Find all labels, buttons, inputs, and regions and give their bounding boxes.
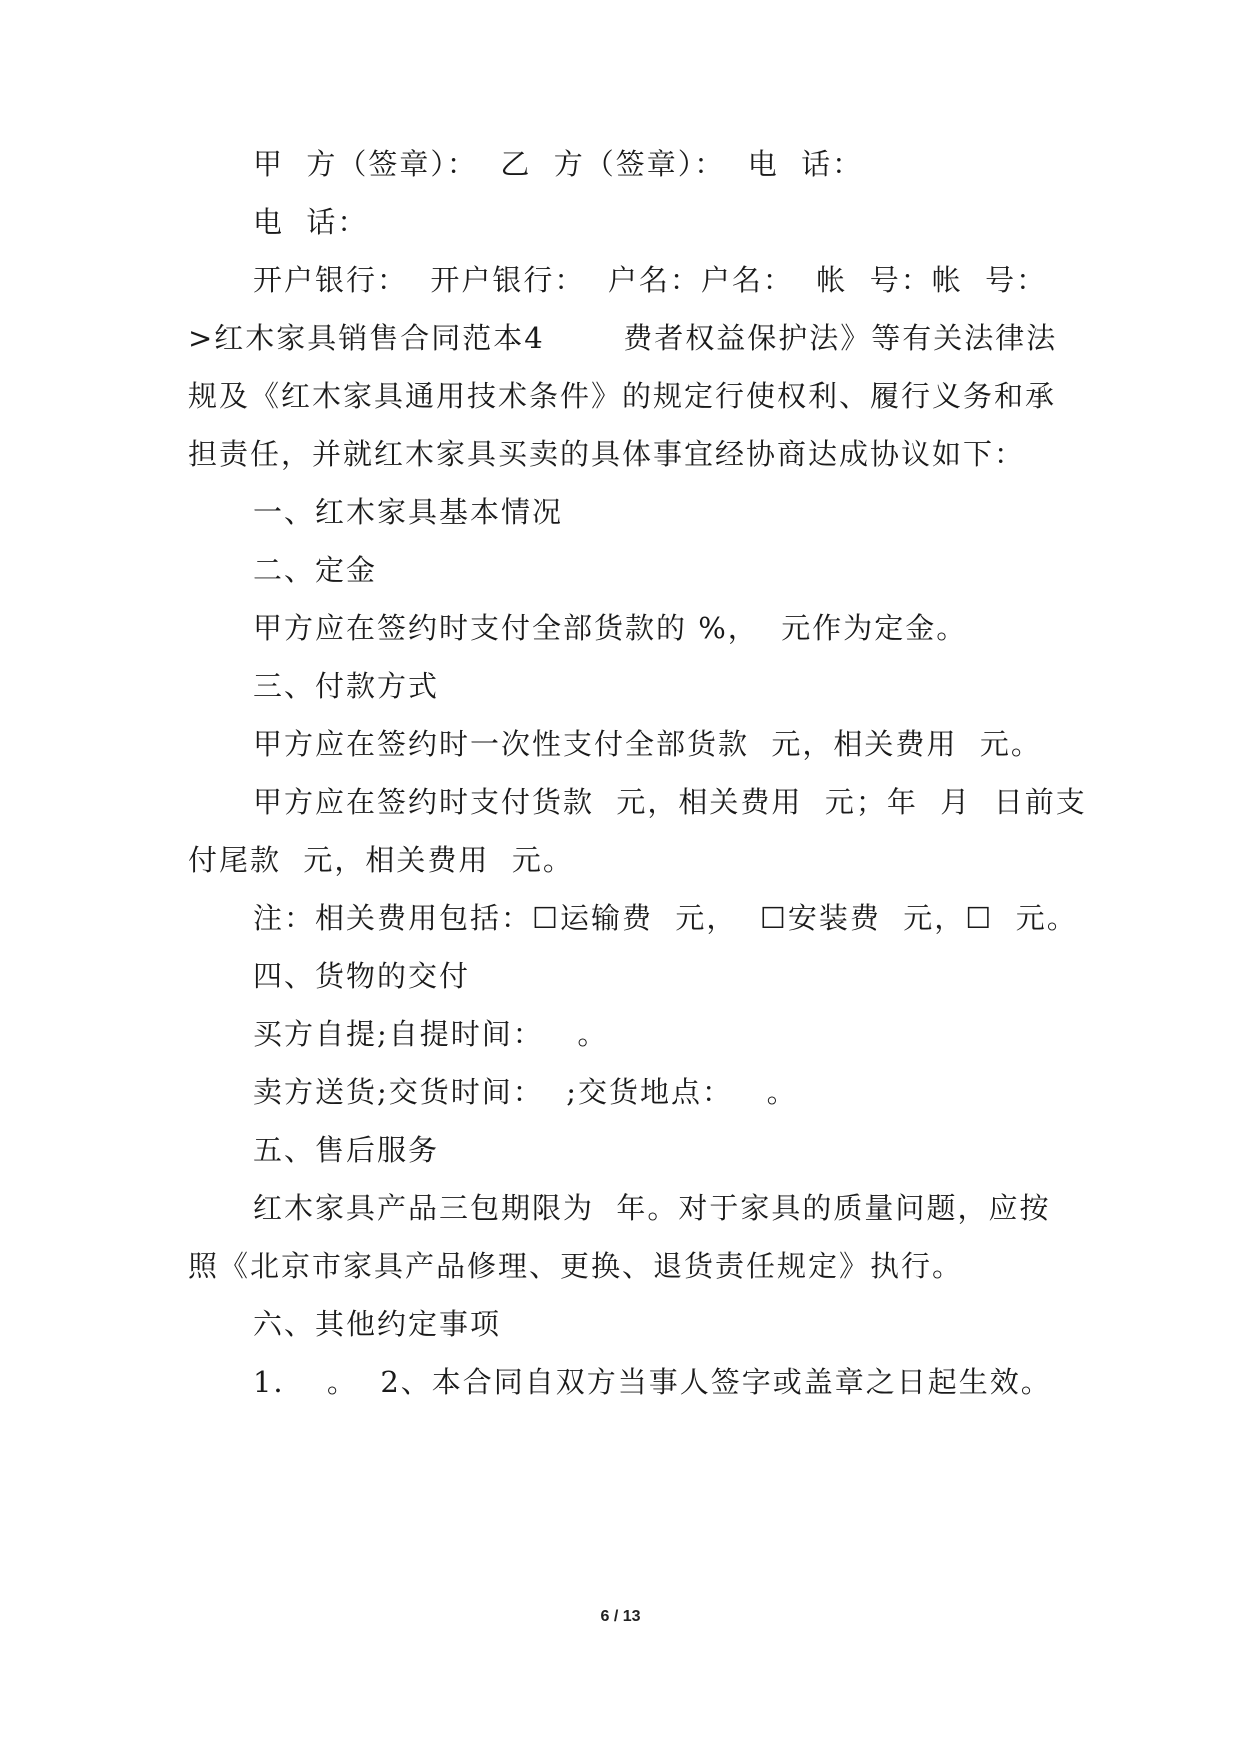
- section-heading-1: 一、红木家具基本情况: [253, 495, 564, 529]
- self-pickup-clause: 买方自提;自提时间： 。: [253, 1017, 609, 1051]
- other-terms-clause: 1． 。 2、本合同自双方当事人签字或盖章之日起生效。: [253, 1365, 1052, 1399]
- page-number: 6 / 13: [600, 1608, 641, 1625]
- signature-line: 甲 方（签章）： 乙 方（签章）： 电 话：: [253, 147, 864, 181]
- warranty-clause: 红木家具产品三包期限为 年。对于家具的质量问题，应按: [253, 1191, 1051, 1225]
- warranty-clause-cont: 照《北京市家具产品修理、更换、退货责任规定》执行。: [188, 1249, 964, 1283]
- section-heading-2: 二、定金: [253, 553, 378, 587]
- section-heading-5: 五、售后服务: [253, 1133, 440, 1167]
- body-paragraph-line: 担责任，并就红木家具买卖的具体事宜经协商达成协议如下：: [188, 437, 1026, 471]
- deposit-clause: 甲方应在签约时支付全部货款的 %， 元作为定金。: [253, 611, 968, 645]
- section-heading-4: 四、货物的交付: [253, 959, 471, 993]
- body-paragraph-line: 规及《红木家具通用技术条件》的规定行使权利、履行义务和承: [188, 379, 1057, 413]
- section-heading-6: 六、其他约定事项: [253, 1307, 502, 1341]
- phone-line: 电 话：: [253, 205, 369, 239]
- section-heading-3: 三、付款方式: [253, 669, 440, 703]
- bank-account-line: 开户银行： 开户银行： 户名：户名： 帐 号：帐 号：: [253, 263, 1048, 297]
- payment-clause-full: 甲方应在签约时一次性支付全部货款 元，相关费用 元。: [253, 727, 1042, 761]
- fees-note: 注：相关费用包括：☐运输费 元， ☐安装费 元，☐ 元。: [253, 901, 1078, 935]
- payment-clause-installment: 甲方应在签约时支付货款 元，相关费用 元；年 月 日前支: [253, 785, 1087, 819]
- contract-title-line: >红木家具销售合同范本4 费者权益保护法》等有关法律法: [188, 321, 1058, 355]
- payment-clause-installment-cont: 付尾款 元，相关费用 元。: [188, 843, 574, 877]
- delivery-clause: 卖方送货;交货时间： ;交货地点： 。: [253, 1075, 798, 1109]
